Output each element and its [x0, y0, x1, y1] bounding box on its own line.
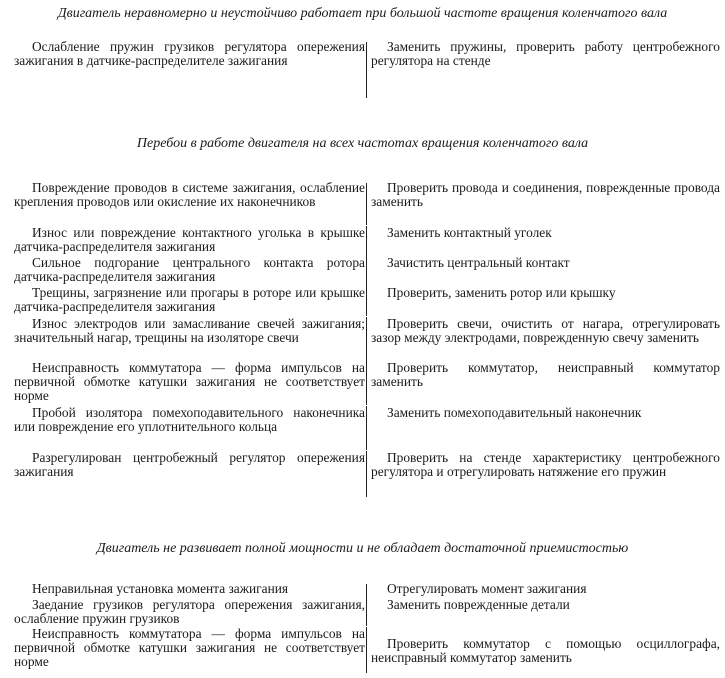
section-heading: Двигатель неравномерно и неустойчиво работает при большой частоте вращения коленчатого вала: [57, 6, 668, 21]
fault-cause: Неправильная установка момента зажигания: [32, 581, 289, 596]
column-divider: [366, 361, 367, 405]
fault-remedy: Заменить поврежденные детали: [387, 597, 570, 612]
column-divider: [366, 183, 367, 225]
fault-cause: Неисправность коммутатора — форма импульсов на первичной обмотке катушки зажигания не соответствует норме: [14, 360, 365, 404]
fault-cause: Повреждение проводов в системе зажигания, ослабление крепления проводов или окисление их наконечников: [14, 180, 365, 210]
fault-remedy: Проверить коммутатор, неисправный коммутатор заменить: [371, 360, 720, 390]
column-divider: [366, 226, 367, 256]
fault-remedy: Проверить свечи, очистить от нагара, отрегулировать зазор между электродами, поврежденную свечу заменить: [371, 316, 720, 346]
fault-cause: Пробой изолятора помехоподавительного наконечника или повреждение его уплотнительного кольца: [14, 405, 365, 435]
column-divider: [366, 627, 367, 673]
fault-cause: Разрегулирован центробежный регулятор опережения зажигания: [14, 450, 365, 480]
fault-cause: Трещины, загрязнение или прогары в роторе или крышке датчика-распределителя зажигания: [14, 285, 365, 315]
fault-remedy: Заменить пружины, проверить работу центробежного регулятора на стенде: [371, 39, 720, 69]
fault-remedy: Проверить на стенде характеристику центробежного регулятора и отрегулировать натяжение его пружин: [371, 450, 720, 480]
fault-cause: Ослабление пружин грузиков регулятора опережения зажигания в датчике-распределителе зажигания: [14, 39, 365, 69]
fault-cause: Сильное подгорание центрального контакта ротора датчика-распределителя зажигания: [14, 255, 365, 285]
fault-remedy: Заменить помехоподавительный наконечник: [387, 405, 642, 420]
section-heading: Перебои в работе двигателя на всех частотах вращения коленчатого вала: [136, 136, 589, 151]
fault-remedy: Заменить контактный уголек: [387, 225, 552, 240]
column-divider: [366, 317, 367, 361]
fault-remedy: Проверить провода и соединения, поврежденные провода заменить: [371, 180, 720, 210]
column-divider: [366, 406, 367, 450]
fault-cause: Износ электродов или замасливание свечей зажигания; значительный нагар, трещины на изоляторе свечи: [14, 316, 365, 346]
fault-remedy: Отрегулировать момент зажигания: [387, 581, 587, 596]
column-divider: [366, 256, 367, 286]
fault-cause: Заедание грузиков регулятора опережения зажигания, ослабление пружин грузиков: [14, 597, 365, 627]
column-divider: [366, 451, 367, 497]
fault-cause: Износ или повреждение контактного уголька в крышке датчика-распределителя зажигания: [14, 225, 365, 255]
fault-remedy: Зачистить центральный контакт: [387, 255, 570, 270]
section-heading: Двигатель не развивает полной мощности и не обладает достаточной приемистостью: [96, 541, 629, 556]
column-divider: [366, 598, 367, 626]
column-divider: [366, 42, 367, 98]
fault-remedy: Проверить, заменить ротор или крышку: [387, 285, 616, 300]
column-divider: [366, 286, 367, 316]
fault-remedy: Проверить коммутатор с помощью осциллографа, неисправный коммутатор заменить: [371, 636, 720, 666]
fault-cause: Неисправность коммутатора — форма импульсов на первичной обмотке катушки зажигания не соответствует норме: [14, 626, 365, 670]
